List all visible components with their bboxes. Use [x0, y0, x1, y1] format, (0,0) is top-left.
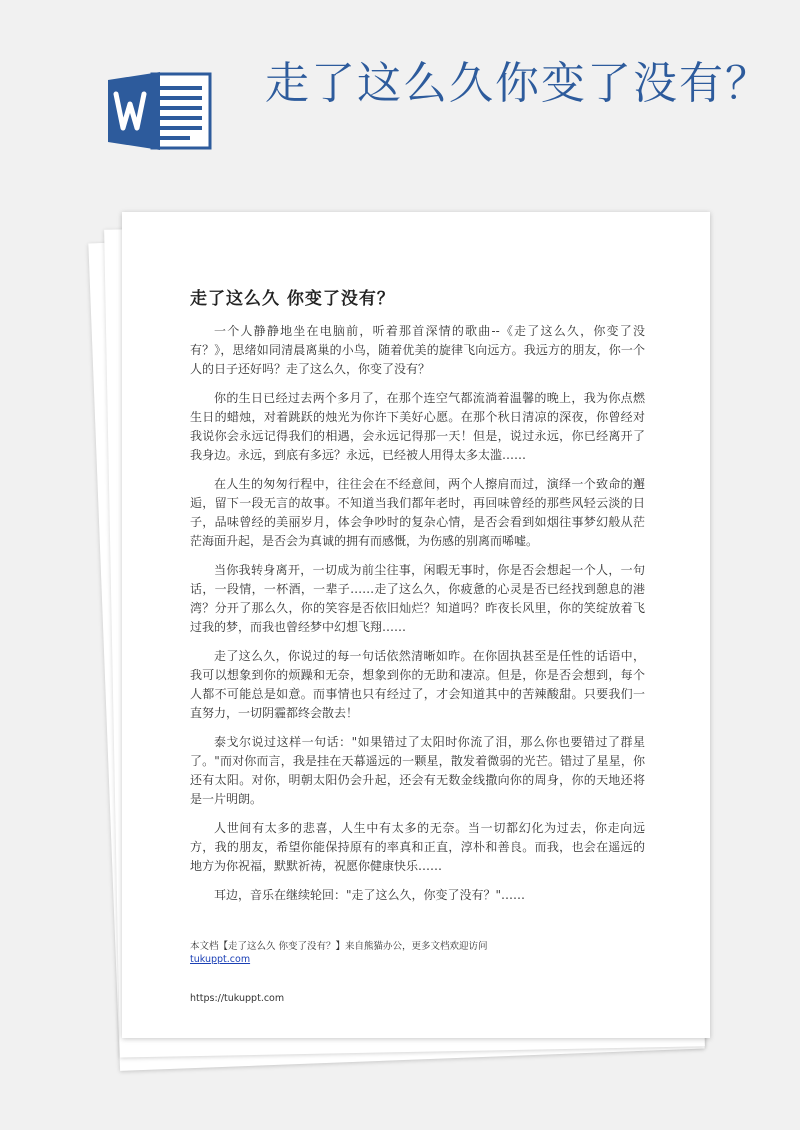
paragraph: 一个人静静地坐在电脑前，听着那首深情的歌曲--《走了这么久，你变了没有？》，思绪如同清晨离巢的小鸟，随着优美的旋律飞向远方。我远方的朋友，你一个人的日子还好吗？走了这么久，你变了没有？	[190, 324, 645, 376]
document-title: 走了这么久 你变了没有？	[190, 289, 395, 309]
page-url: https://tukuppt.com	[190, 993, 285, 1004]
word-document-icon	[108, 72, 212, 150]
paragraph: 耳边，音乐在继续轮回："走了这么久，你变了没有？"……	[214, 888, 526, 902]
footer-note: 本文档【走了这么久 你变了没有？】来自熊猫办公，更多文档欢迎访问	[190, 941, 488, 952]
document-page	[122, 212, 710, 1038]
paragraph: 当你我转身离开，一切成为前尘往事，闲暇无事时，你是否会想起一个人，一句话，一段情，一杯酒，一辈子……走了这么久，你疲惫的心灵是否已经找到憩息的港湾？分开了那么久，你的笑容是否依旧灿烂？知道吗？昨夜长风里，你的笑绽放着飞过我的梦，而我也曾经梦中幻想飞翔……	[190, 563, 645, 634]
paragraph: 泰戈尔说过这样一句话："如果错过了太阳时你流了泪，那么你也要错过了群星了。"而对你而言，我是挂在天幕遥远的一颗星，散发着微弱的光芒。错过了星星，你还有太阳。对你，明朝太阳仍会升起，还会有无数金线撒向你的周身，你的天地还将是一片明朗。	[190, 735, 645, 806]
paragraph: 你的生日已经过去两个多月了，在那个连空气都流淌着温馨的晚上，我为你点燃生日的蜡烛，对着跳跃的烛光为你许下美好心愿。在那个秋日清凉的深夜，你曾经对我说你会永远记得我们的相遇，会永远记得那一天！但是，说过永远，你已经离开了我身边。永远，到底有多远？永远，已经被人用得太多太滥……	[190, 391, 645, 462]
header-title: 走了这么久你变了没有？	[265, 58, 771, 109]
document-body	[190, 322, 645, 915]
paragraph: 人世间有太多的悲喜，人生中有太多的无奈。当一切都幻化为过去，你走向远方，我的朋友，希望你能保持原有的率真和正直，淳朴和善良。而我，也会在遥远的地方为你祝福，默默祈祷，祝愿你健康快乐……	[190, 821, 645, 873]
paragraph: 在人生的匆匆行程中，往往会在不经意间，两个人擦肩而过，演绎一个致命的邂逅，留下一段无言的故事。不知道当我们都年老时，再回味曾经的那些风轻云淡的日子，品味曾经的美丽岁月，体会争吵时的复杂心情，是否会看到如烟往事梦幻般从茫茫海面升起，是否会为真诚的拥有而感慨，为伤感的别离而唏嘘。	[190, 477, 645, 548]
footer-link[interactable]: tukuppt.com	[190, 954, 251, 965]
paragraph: 走了这么久，你说过的每一句话依然清晰如昨。在你固执甚至是任性的话语中，我可以想象到你的烦躁和无奈，想象到你的无助和凄凉。但是，你是否会想到，每个人都不可能总是如意。而事情也只有经过了，才会知道其中的苦辣酸甜。只要我们一直努力，一切阴霾都终会散去！	[190, 649, 645, 720]
